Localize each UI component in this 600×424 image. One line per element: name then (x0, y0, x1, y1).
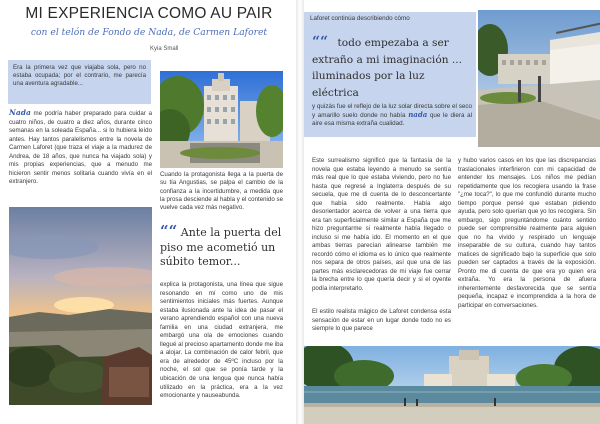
pull-quote-text: Ante la puerta del piso me acometió un súbito temor... (160, 226, 282, 268)
handwritten-word: nada (408, 110, 428, 120)
intro-box-text: Era la primera vez que viajaba sola, pero no estaba ocupada; por el contrario, me parecía una aventura agradable... (13, 64, 146, 88)
page-gutter (296, 0, 304, 424)
quote-mark-icon-right: ““ (312, 34, 329, 50)
quote-mark-icon: ““ (160, 222, 178, 240)
quote-box-intro: Laforet continúa describiendo cómo (310, 15, 410, 22)
photo-caption: Cuando la protagonista llega a la puerta de su tía Angustias, se palpa el cambio de la confianza a la incertidumbre, a medida que la prosa desciende al habla y el contenido se vuelve cada vez más negativo. (160, 171, 283, 212)
after-quote-text: y quizás fue el reflejo de la luz solar directa sobre el seco y amarillo suelo donde no había nada que le diera al aire esa misma extraña cualidad. (312, 103, 472, 128)
page-title: MI EXPERIENCIA COMO AU PAIR (25, 5, 273, 22)
right-page (304, 0, 600, 424)
body-paragraph: explica la protagonista, una línea que sigue resonando en mí como uno de mis sentimientos iniciales más fuertes. Aunque estaba ilusionada ante la idea de pasar el verano aprendiendo español con una nueva familia en una ciudad extranjera, me embargó una ola de emociones cuando llegué al precioso apartamento donde me iba a alojar. La combinación de calor febril, que era de alrededor de 45ºC incluso por la noche, el sol que se ponía tarde y la ubicación de una lengua que nunca había utilizado en la práctica, era a la vez emocionante y nauseabunda. (160, 281, 283, 400)
photo-plaza (478, 10, 600, 147)
photo-gran-via (160, 71, 283, 168)
column-1-paragraph-2: El estilo realista mágico de Laforet condensa esta sensación de estar en un lugar donde todo no es siempre lo que parece (312, 308, 451, 332)
right-pull-quote-text: todo empezaba a ser extraño a mi imaginación ... iluminados por la luz eléctrica (312, 37, 462, 99)
author-name: Kyia Small (150, 46, 179, 52)
left-page (0, 0, 296, 424)
page-subtitle: con el telón de Fondo de Nada, de Carmen Laforet (30, 27, 268, 38)
column-1-paragraph-1: Este surrealismo significó que la fantasía de la novela que estaba leyendo a menudo se sentía más real que lo que estaba viviendo, pero no fue hasta que regresé a Inglaterra después de su secuela, que me di cuenta de lo desconcertante que había sido realmente. Había algo desorientador acerca de volver a una tierra que era tan superficialmente similar a España que me hizo preguntarme si realmente había llegado o incluso si me había ido. El momento en el que ambas tierras parecían alinearse también me recordó cómo el idioma es lo único que realmente nos separa de otros países, así que una de las partes más esclarecedoras de mi viaje fue cerrar la brecha entre lo que quería decir y si el oyente podía interpretarlo. (312, 157, 451, 292)
photo-sunset (9, 207, 152, 405)
intro-paragraph-text: me podría haber preparado para cuidar a cuatro niños, de cuatro a diez años, durante cinco semanas en la soleada España... si lo hubiera leído antes. Hay tantos paralelismos entre la novela de Carmen Laforet (que traza el viaje a la madurez de Andrea, de 18 años, que nunca ha viajado sola) y mis propias experiencias, que a menudo me hicieron sentir menos solitaria cuando vivía en el extranjero. (9, 110, 152, 186)
right-pull-quote (312, 34, 472, 101)
intro-paragraph (9, 109, 152, 187)
intro-lead-word: Nada (9, 108, 31, 117)
column-2-paragraph: y hubo varios casos en los que las discrepancias traslacionales interfirieron con mi capacidad de entender los mensajes. Los niños me pedían repetidamente que los recogiera usando la frase "¿me toca?", lo que me confundió durante mucho tiempo porque pensé que estaban pidiendo ayuda, pero solo querían que yo los recogiera. Sin embargo, sigo preguntándome cuánto sentido puede ser comprensible realmente para alguien que no ha vivido y respirado un lenguaje inseparable de su cultura, cuando hay tantos matices de significado bajo la superficie que solo pueden ser captados a través de la exposición. Pronto me di cuenta de que era yo quien era extraña. Yo era la persona de afuera inherentemente desfavorecida que se sentía pequeña, incapaz e incomprendida a la hora de participar en conversaciones. (458, 157, 596, 309)
pull-quote (160, 224, 285, 270)
photo-retiro-lake (304, 346, 600, 424)
